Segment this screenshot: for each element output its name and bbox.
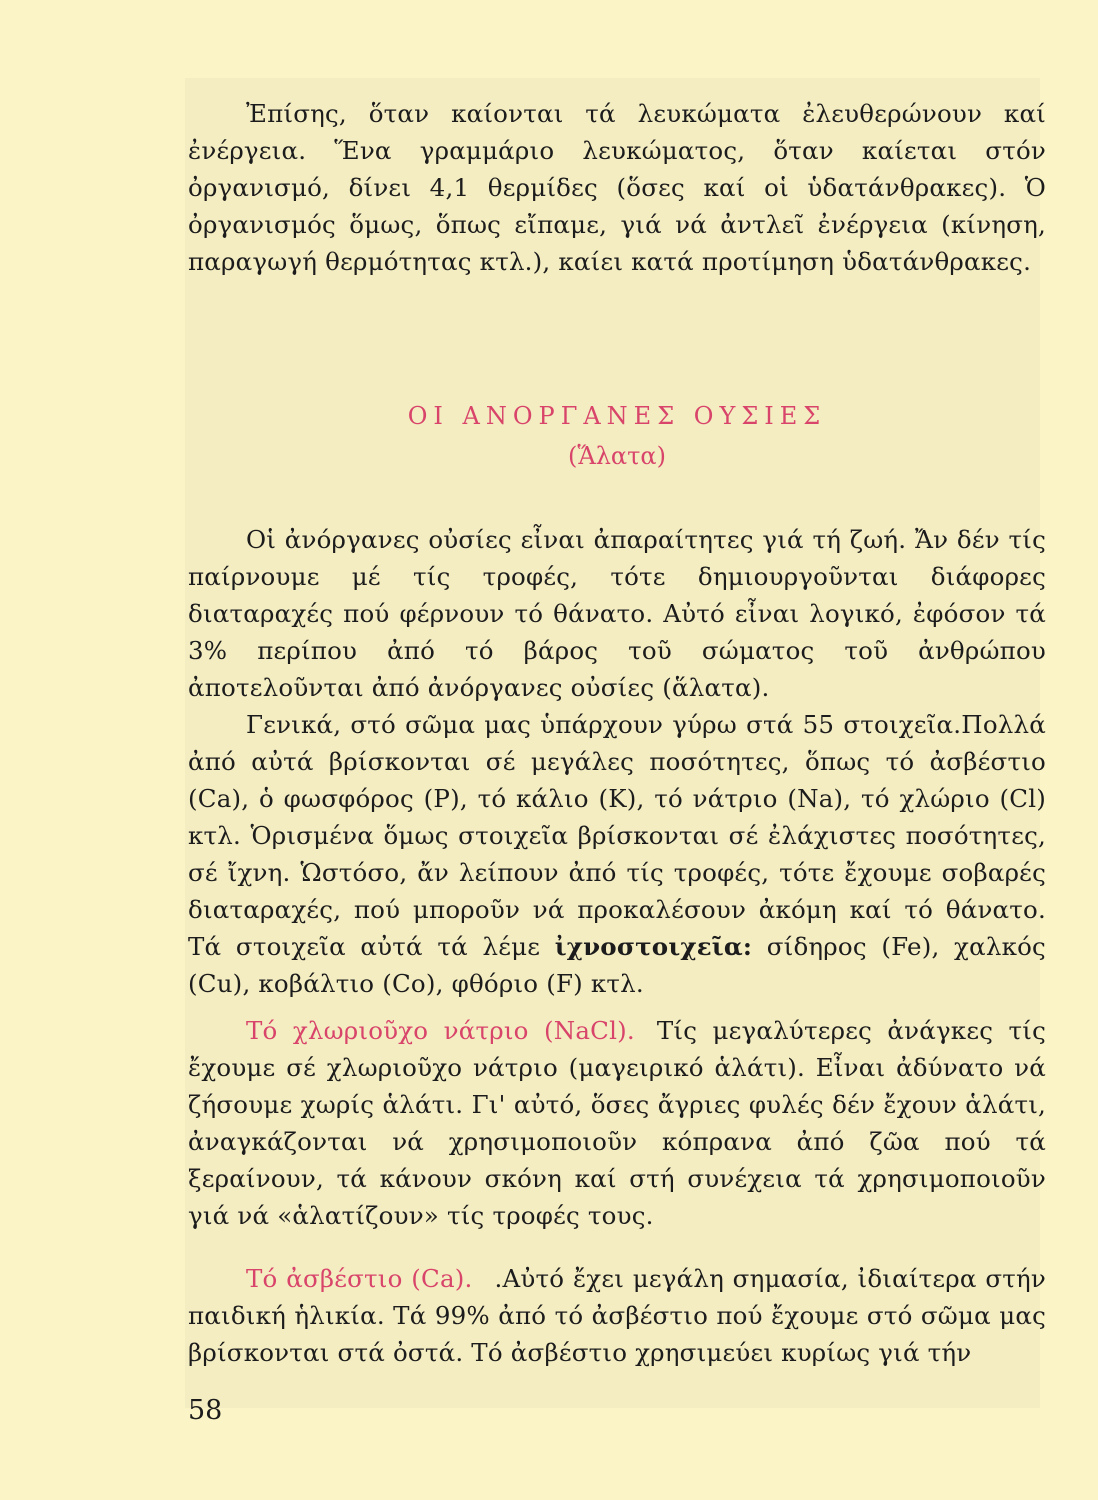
section-subheading: (Ἅλατα) (568, 442, 666, 470)
calcium-heading: Τό ἀσβέστιο (Ca). (246, 1264, 473, 1293)
sodium-chloride-paragraph (188, 1012, 1046, 1234)
sodium-chloride-heading: Τό χλωριοῦχο νάτριο (NaCl). (246, 1016, 635, 1045)
inorganic-substances-body (188, 521, 1046, 1002)
calcium-section (188, 1260, 1046, 1371)
intro-paragraph (188, 95, 1046, 280)
paragraph-elements (188, 706, 1046, 1002)
calcium-paragraph (188, 1260, 1046, 1371)
page-number: 58 (188, 1395, 223, 1426)
intro-text: Ἐπίσης, ὅταν καίονται τά λευκώματα ἐλευθερώνουν καί ἐνέργεια. Ἕνα γραμμάριο λευκώματος, ὅταν καίεται στόν ὀργανισμό, δίνει 4,1 θερμίδες (ὅσες καί οἱ ὑδατάνθρακες). Ὁ ὀργανισμός ὅμως, ὅπως εἴπαμε, γιά νά ἀντλεῖ ἐνέργεια (κίνηση, παραγωγή θερμότητας κτλ.), καίει κατά προτίμηση ὑδατάνθρακες. (188, 99, 1046, 276)
sodium-chloride-section (188, 1012, 1046, 1234)
trace-elements-term: ἰχνοστοιχεῖα: (554, 932, 753, 961)
section-heading: ΟΙ ΑΝΟΡΓΑΝΕΣ ΟΥΣΙΕΣ (407, 402, 827, 430)
paragraph-elements-text: Γενικά, στό σῶμα μας ὑπάρχουν γύρω στά 55 στοιχεῖα.Πολλά ἀπό αὐτά βρίσκονται σέ μεγάλες ποσότητες, ὅπως τό ἀσβέστιο (Ca), ὁ φωσφόρος (P), τό κάλιο (K), τό νάτριο (Na), τό χλώριο (Cl) κτλ. Ὁρισμένα ὅμως στοιχεῖα βρίσκονται σέ ἐλάχιστες ποσότητες, σέ ἴχνη. Ὡστόσο, ἄν λείπουν ἀπό τίς τροφές, τότε ἔχουμε σοβαρές διαταραχές, πού μποροῦν νά προκαλέσουν ἀκόμη καί τό θάνατο. Τά στοιχεῖα αὐτά τά λέμε (188, 710, 1046, 961)
paragraph-importance: Οἱ ἀνόργανες οὐσίες εἶναι ἀπαραίτητες γιά τή ζωή. Ἄν δέν τίς παίρνουμε μέ τίς τροφές, τότε δημιουργοῦνται διάφορες διαταραχές πού φέρνουν τό θάνατο. Αὐτό εἶναι λογικό, ἐφόσον τά 3% περίπου ἀπό τό βάρος τοῦ σώματος τοῦ ἀνθρώπου ἀποτελοῦνται ἀπό ἀνόργανες οὐσίες (ἅλατα). (188, 525, 1046, 702)
paragraph-elements-tail: σίδηρος (Fe), χαλκός (Cu), κοβάλτιο (Co), φθόριο (F) κτλ. (188, 932, 1046, 998)
calcium-text: .Αὐτό ἔχει μεγάλη σημασία, ἰδιαίτερα στήν παιδική ἡλικία. Τά 99% ἀπό τό ἀσβέστιο πού ἔχουμε στό σῶμα μας βρίσκονται στά ὀστά. Τό ἀσβέστιο χρησιμεύει κυρίως γιά τήν (188, 1264, 1046, 1367)
sodium-chloride-text: Τίς μεγαλύτερες ἀνάγκες τίς ἔχουμε σέ χλωριοῦχο νάτριο (μαγειρικό ἁλάτι). Εἶναι ἀδύνατο νά ζήσουμε χωρίς ἁλάτι. Γι' αὐτό, ὅσες ἄγριες φυλές δέν ἔχουν ἁλάτι, ἀναγκάζονται νά χρησιμοποιοῦν κόπρανα ἀπό ζῶα πού τά ξεραίνουν, τά κάνουν σκόνη καί στή συνέχεια τά χρησιμοποιοῦν γιά νά «ἁλατίζουν» τίς τροφές τους. (188, 1016, 1046, 1230)
section-header (188, 398, 1046, 474)
